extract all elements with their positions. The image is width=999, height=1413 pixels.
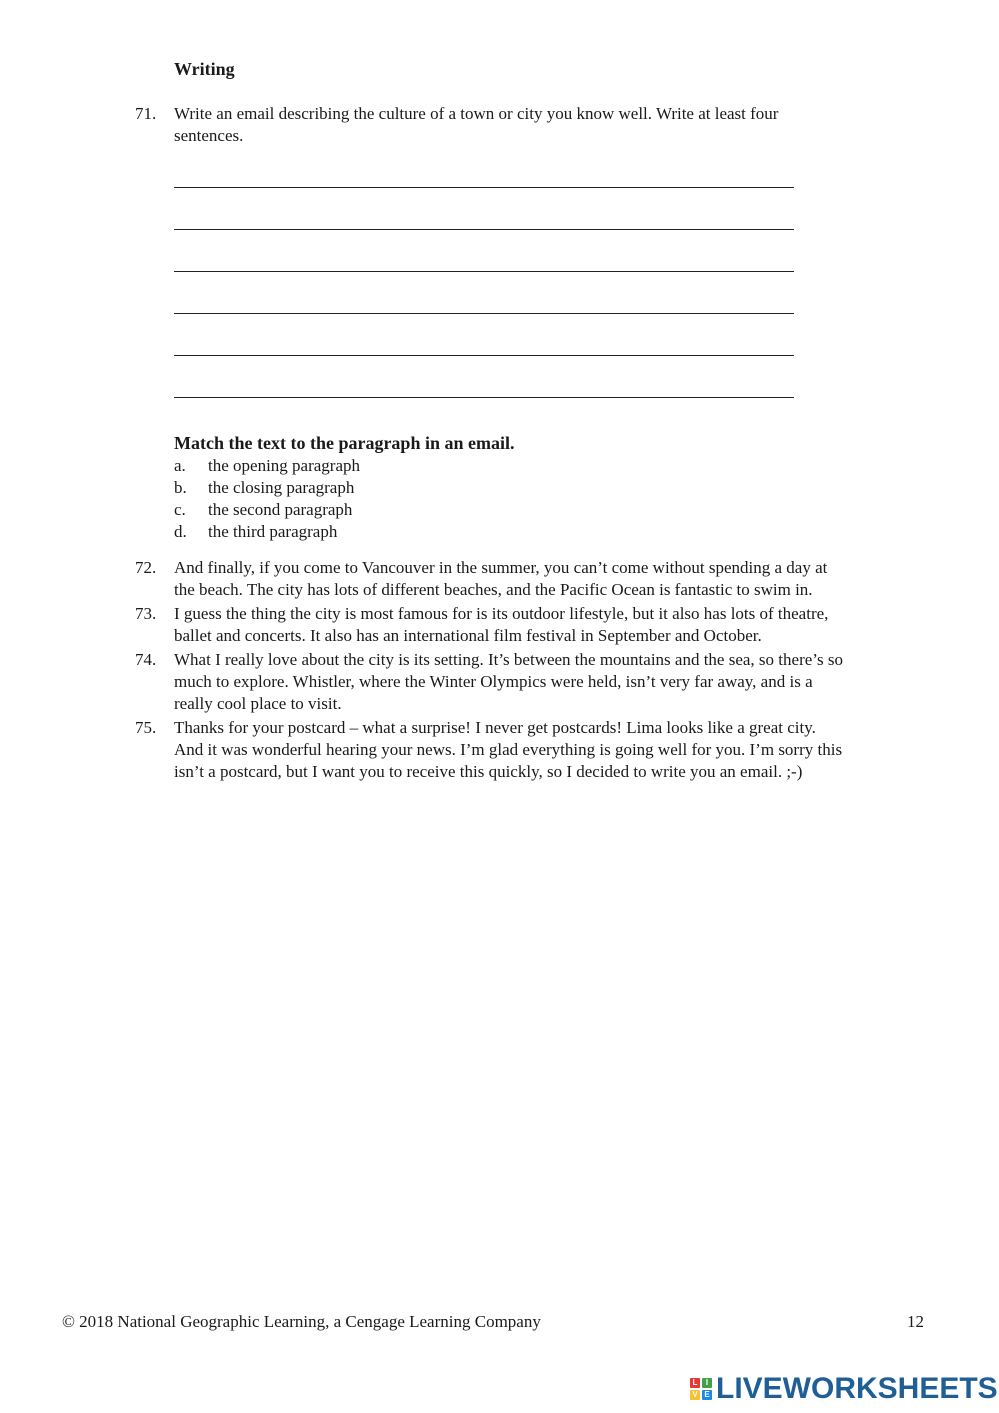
logo-text: LIVEWORKSHEETS [716, 1372, 998, 1405]
question-number: 71. [135, 104, 157, 123]
item-number: 74. [135, 650, 157, 669]
item-line: ballet and concerts. It also has an international film festival in September and October. [174, 626, 762, 645]
section-title: Writing [174, 59, 235, 79]
item-line: really cool place to visit. [174, 694, 342, 713]
option-text: the closing paragraph [208, 478, 355, 497]
option-letter: d. [174, 522, 187, 541]
item-line: isn’t a postcard, but I want you to receive this quickly, so I decided to write you an email. ;-) [174, 762, 803, 781]
item-line: much to explore. Whistler, where the Winter Olympics were held, isn’t very far away, and is a [174, 672, 813, 691]
logo-badge-letter: V [690, 1390, 700, 1400]
logo-badge-letter: E [702, 1390, 712, 1400]
option-letter: a. [174, 456, 186, 475]
answer-line[interactable] [174, 271, 794, 272]
question-text-line: sentences. [174, 126, 244, 145]
item-number: 73. [135, 604, 157, 623]
matching-title: Match the text to the paragraph in an email. [174, 433, 515, 453]
answer-line[interactable] [174, 355, 794, 356]
item-line: Thanks for your postcard – what a surprise! I never get postcards! Lima looks like a great city. [174, 718, 816, 737]
item-line: And it was wonderful hearing your news. I’m glad everything is going well for you. I’m sorry this [174, 740, 843, 759]
footer-copyright: © 2018 National Geographic Learning, a Cengage Learning Company [62, 1312, 541, 1331]
item-number: 75. [135, 718, 157, 737]
liveworksheets-logo[interactable] [690, 1372, 998, 1406]
answer-line[interactable] [174, 229, 794, 230]
option-text: the third paragraph [208, 522, 338, 541]
option-letter: b. [174, 478, 187, 497]
option-text: the opening paragraph [208, 456, 360, 475]
logo-badge-letter: I [702, 1378, 712, 1388]
item-number: 72. [135, 558, 157, 577]
answer-line[interactable] [174, 313, 794, 314]
logo-badge-icon [690, 1378, 712, 1400]
item-line: I guess the thing the city is most famous for is its outdoor lifestyle, but it also has lots of theatre, [174, 604, 829, 623]
item-line: What I really love about the city is its setting. It’s between the mountains and the sea, so there’s so [174, 650, 843, 669]
logo-badge-letter: L [690, 1378, 700, 1388]
page-number: 12 [907, 1312, 924, 1331]
answer-line[interactable] [174, 187, 794, 188]
option-letter: c. [174, 500, 186, 519]
item-line: the beach. The city has lots of different beaches, and the Pacific Ocean is fantastic to swim in. [174, 580, 813, 599]
answer-line[interactable] [174, 397, 794, 398]
option-text: the second paragraph [208, 500, 353, 519]
item-line: And finally, if you come to Vancouver in the summer, you can’t come without spending a day at [174, 558, 828, 577]
question-text-line: Write an email describing the culture of a town or city you know well. Write at least four [174, 104, 779, 123]
